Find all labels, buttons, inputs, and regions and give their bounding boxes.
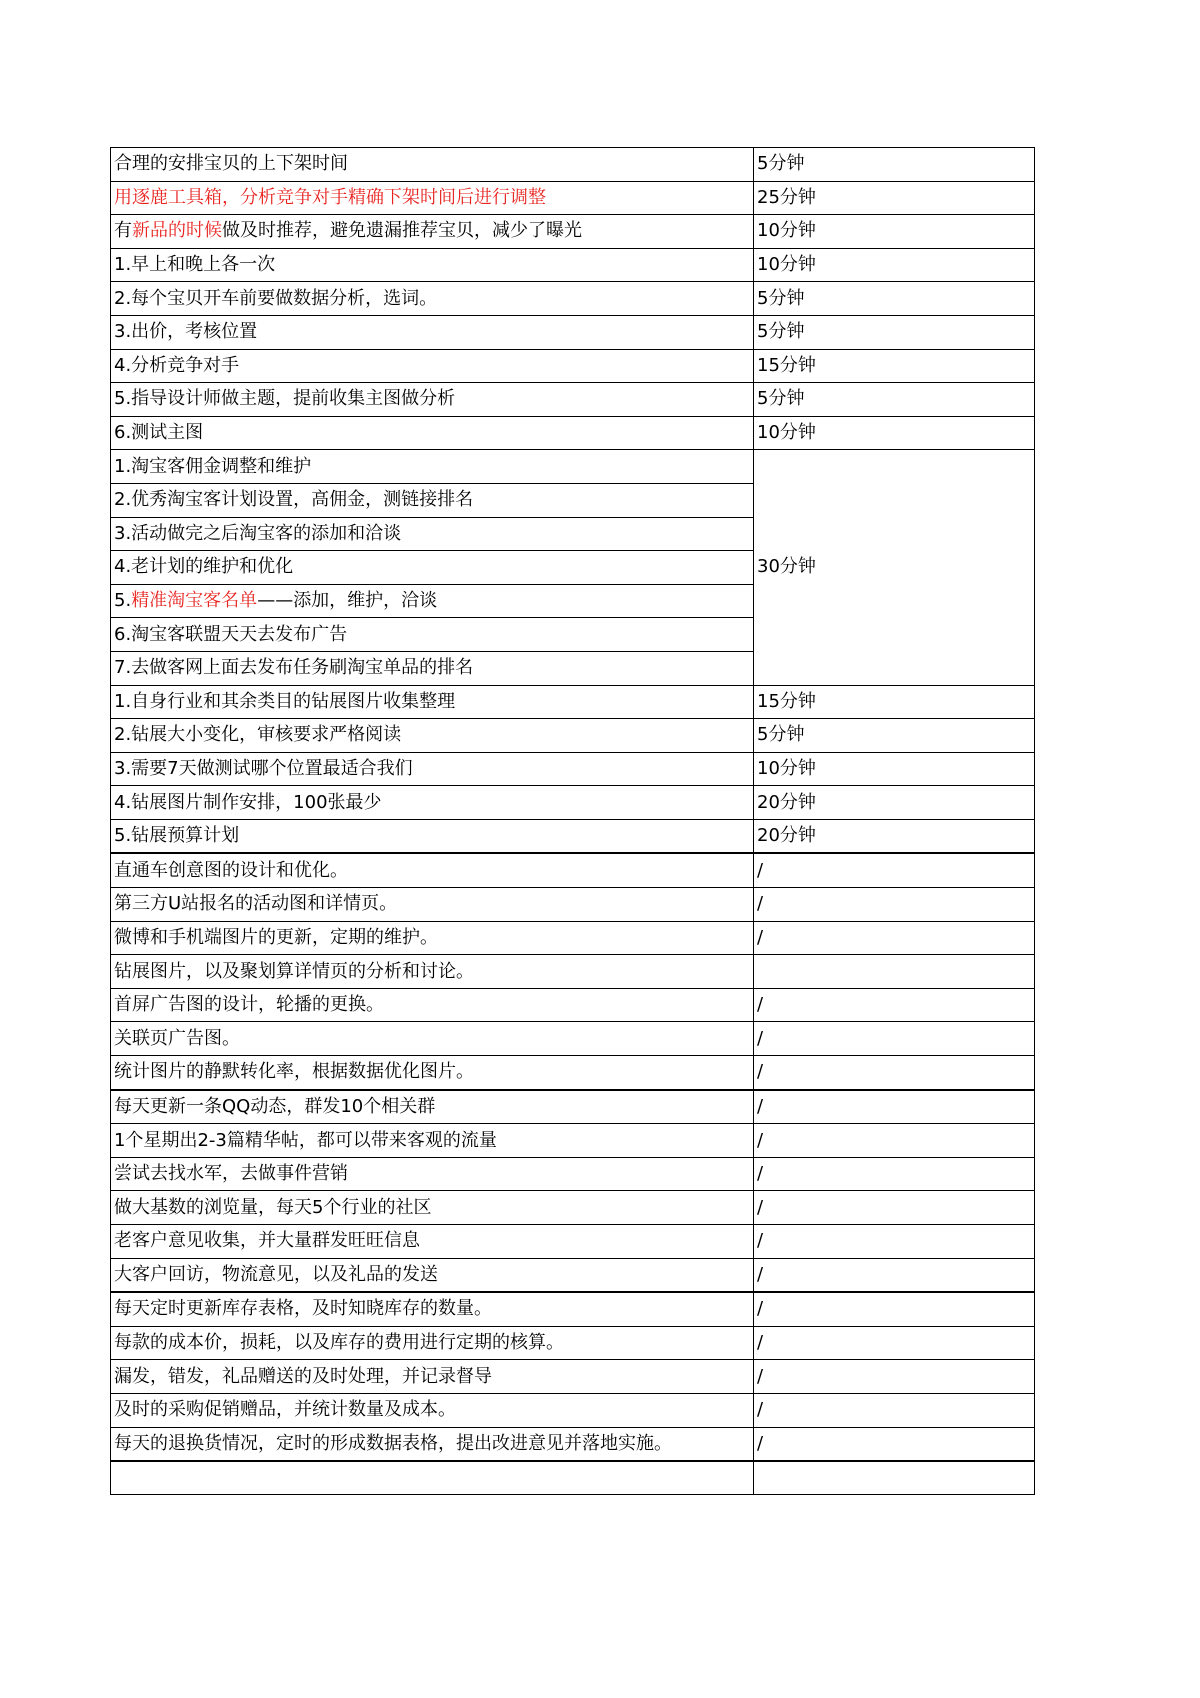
task-cell [111, 1225, 754, 1259]
task-cell [111, 1022, 754, 1056]
task-cell [111, 1258, 754, 1292]
table-row [111, 1326, 1035, 1360]
task-cell [111, 955, 754, 989]
task-cell [111, 181, 754, 215]
task-text: 5. [114, 590, 132, 612]
table-row [111, 282, 1035, 316]
task-cell [111, 651, 754, 685]
task-cell [111, 1056, 754, 1090]
task-cell [111, 450, 754, 484]
task-cell [111, 921, 754, 955]
table-row [111, 1225, 1035, 1259]
table-row [111, 1157, 1035, 1191]
time-cell: 5分钟 [754, 148, 1035, 182]
time-cell [754, 1461, 1035, 1495]
time-cell: / [754, 1022, 1035, 1056]
task-cell [111, 1461, 754, 1495]
table-row [111, 215, 1035, 249]
time-cell: / [754, 1090, 1035, 1124]
time-cell: 5分钟 [754, 315, 1035, 349]
task-text: 统计图片的静默转化率，根据数据优化图片。 [114, 1061, 474, 1083]
task-text: 6.测试主图 [114, 422, 204, 444]
task-cell [111, 1157, 754, 1191]
table-row [111, 853, 1035, 887]
task-text: 2.优秀淘宝客计划设置，高佣金，测链接排名 [114, 489, 474, 511]
table-row [111, 988, 1035, 1022]
task-text: 2.钻展大小变化，审核要求严格阅读 [114, 724, 402, 746]
table-row [111, 1258, 1035, 1292]
time-cell: / [754, 1124, 1035, 1158]
task-text: 做大基数的浏览量，每天5个行业的社区 [114, 1196, 432, 1218]
time-cell: / [754, 1360, 1035, 1394]
task-cell [111, 1292, 754, 1326]
time-cell: 15分钟 [754, 349, 1035, 383]
table-row [111, 181, 1035, 215]
task-text: 2.每个宝贝开车前要做数据分析，选词。 [114, 287, 438, 309]
task-cell [111, 719, 754, 753]
task-cell [111, 618, 754, 652]
task-text: ——添加，维护，洽谈 [257, 590, 438, 612]
time-cell: / [754, 921, 1035, 955]
task-cell [111, 517, 754, 551]
table-row [111, 1022, 1035, 1056]
table-row [111, 752, 1035, 786]
task-text: 合理的安排宝贝的上下架时间 [114, 153, 348, 175]
time-cell: 25分钟 [754, 181, 1035, 215]
task-text: 第三方U站报名的活动图和详情页。 [114, 893, 398, 915]
task-text: 4.钻展图片制作安排，100张最少 [114, 791, 382, 813]
task-cell [111, 1124, 754, 1158]
task-text: 微博和手机端图片的更新，定期的维护。 [114, 926, 438, 948]
time-cell: 10分钟 [754, 416, 1035, 450]
time-cell: / [754, 1056, 1035, 1090]
task-text: 大客户回访，物流意见，以及礼品的发送 [114, 1263, 438, 1285]
task-text: 1个星期出2-3篇精华帖，都可以带来客观的流量 [114, 1129, 497, 1151]
task-text: 精准淘宝客名单 [131, 590, 258, 612]
task-cell [111, 786, 754, 820]
task-cell [111, 819, 754, 853]
task-text: 4.分析竞争对手 [114, 354, 240, 376]
time-cell: 5分钟 [754, 282, 1035, 316]
task-text: 用逐鹿工具箱，分析竞争对手精确下架时间后进行调整 [114, 186, 546, 208]
task-cell [111, 1393, 754, 1427]
task-text: 及时的采购促销赠品，并统计数量及成本。 [114, 1399, 456, 1421]
task-cell [111, 1090, 754, 1124]
table-row [111, 383, 1035, 417]
table-row [111, 819, 1035, 853]
task-cell [111, 685, 754, 719]
table-row [111, 1461, 1035, 1495]
time-cell: 20分钟 [754, 819, 1035, 853]
task-text: 尝试去找水军，去做事件营销 [114, 1163, 348, 1185]
time-cell: 5分钟 [754, 719, 1035, 753]
table-row [111, 416, 1035, 450]
time-cell: 5分钟 [754, 383, 1035, 417]
task-cell [111, 584, 754, 618]
task-text: 直通车创意图的设计和优化。 [114, 859, 348, 881]
task-text: 3.出价，考核位置 [114, 321, 258, 343]
task-text: 有 [114, 220, 132, 242]
task-text: 7.去做客网上面去发布任务刷淘宝单品的排名 [114, 657, 474, 679]
table-row [111, 1292, 1035, 1326]
time-cell: / [754, 1427, 1035, 1461]
task-cell [111, 282, 754, 316]
task-text: 每天的退换货情况，定时的形成数据表格，提出改进意见并落地实施。 [114, 1432, 672, 1454]
time-cell: 10分钟 [754, 215, 1035, 249]
task-cell [111, 349, 754, 383]
task-text: 5.指导设计师做主题，提前收集主图做分析 [114, 388, 456, 410]
task-text: 每天更新一条QQ动态，群发10个相关群 [114, 1095, 436, 1117]
task-cell [111, 215, 754, 249]
task-cell [111, 752, 754, 786]
task-text: 老客户意见收集，并大量群发旺旺信息 [114, 1230, 420, 1252]
table-row [111, 1056, 1035, 1090]
task-cell [111, 1360, 754, 1394]
table-row [111, 148, 1035, 182]
time-cell: 15分钟 [754, 685, 1035, 719]
task-text: 关联页广告图。 [114, 1027, 240, 1049]
time-cell: / [754, 1326, 1035, 1360]
task-cell [111, 483, 754, 517]
task-text: 每天定时更新库存表格，及时知晓库存的数量。 [114, 1298, 492, 1320]
time-cell [754, 955, 1035, 989]
time-cell: / [754, 1157, 1035, 1191]
task-text: 6.淘宝客联盟天天去发布广告 [114, 623, 348, 645]
table-row [111, 1124, 1035, 1158]
time-cell: 20分钟 [754, 786, 1035, 820]
task-cell [111, 148, 754, 182]
table-row [111, 349, 1035, 383]
table-row [111, 786, 1035, 820]
time-cell: / [754, 1191, 1035, 1225]
task-cell [111, 1427, 754, 1461]
task-text: 做及时推荐，避免遗漏推荐宝贝，减少了曝光 [222, 220, 582, 242]
time-cell: / [754, 1258, 1035, 1292]
table-row [111, 450, 1035, 484]
task-cell [111, 853, 754, 887]
task-text: 3.活动做完之后淘宝客的添加和洽谈 [114, 522, 402, 544]
time-cell: / [754, 1225, 1035, 1259]
table-row [111, 1393, 1035, 1427]
table-row [111, 888, 1035, 922]
task-text: 1.淘宝客佣金调整和维护 [114, 455, 312, 477]
task-text: 1.早上和晚上各一次 [114, 254, 276, 276]
time-cell: 30分钟 [754, 450, 1035, 685]
time-cell: / [754, 888, 1035, 922]
task-text: 漏发，错发，礼品赠送的及时处理，并记录督导 [114, 1365, 492, 1387]
time-cell: 10分钟 [754, 752, 1035, 786]
task-cell [111, 315, 754, 349]
table-row [111, 955, 1035, 989]
task-cell [111, 416, 754, 450]
table-row [111, 921, 1035, 955]
task-cell [111, 988, 754, 1022]
task-text: 新品的时候 [132, 220, 222, 242]
table-row [111, 1360, 1035, 1394]
time-cell: / [754, 988, 1035, 1022]
task-cell [111, 1191, 754, 1225]
task-cell [111, 1326, 754, 1360]
table-row [111, 685, 1035, 719]
task-text: 4.老计划的维护和优化 [114, 556, 294, 578]
task-cell [111, 888, 754, 922]
task-text: 3.需要7天做测试哪个位置最适合我们 [114, 757, 413, 779]
table-row [111, 719, 1035, 753]
task-time-table [110, 147, 1035, 1495]
table-row [111, 1191, 1035, 1225]
task-text: 1.自身行业和其余类目的钻展图片收集整理 [114, 690, 456, 712]
task-text: 5.钻展预算计划 [114, 825, 240, 847]
task-cell [111, 383, 754, 417]
task-text: 每款的成本价，损耗，以及库存的费用进行定期的核算。 [114, 1332, 564, 1354]
table-row [111, 248, 1035, 282]
time-cell: / [754, 1292, 1035, 1326]
time-cell: / [754, 853, 1035, 887]
table-row [111, 1090, 1035, 1124]
task-text: 首屏广告图的设计，轮播的更换。 [114, 994, 384, 1016]
time-cell: / [754, 1393, 1035, 1427]
task-text: 钻展图片，以及聚划算详情页的分析和讨论。 [114, 960, 474, 982]
table-row [111, 1427, 1035, 1461]
time-cell: 10分钟 [754, 248, 1035, 282]
table-row [111, 315, 1035, 349]
task-cell [111, 248, 754, 282]
task-cell [111, 551, 754, 585]
